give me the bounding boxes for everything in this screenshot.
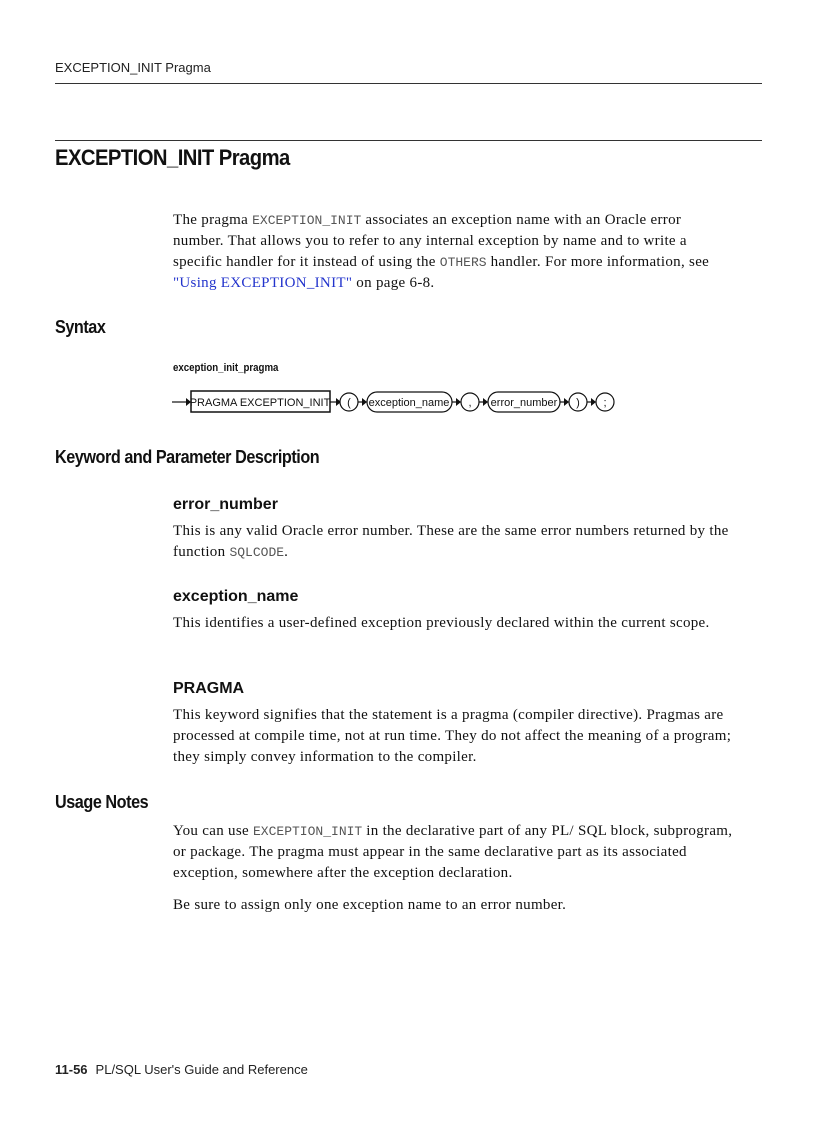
page-number: 11-56 xyxy=(55,1062,88,1077)
intro-text-1: The pragma xyxy=(173,212,253,228)
desc-exception-name: This identifies a user-defined exception previously declared within the current scope. xyxy=(173,615,710,631)
syntax-diagram-label: exception_init_pragma xyxy=(173,362,279,374)
intro-text-4: on page 6-8. xyxy=(352,275,435,291)
header-rule xyxy=(55,83,762,84)
syntax-diagram xyxy=(168,388,628,416)
usage-paragraph-1 xyxy=(173,821,733,884)
syntax-heading: Syntax xyxy=(55,317,106,337)
intro-paragraph xyxy=(173,210,733,294)
term-error-number: error_number xyxy=(173,496,278,513)
connector-arrow-icon xyxy=(591,398,596,406)
intro-text-3: handler. For more information, see xyxy=(486,254,710,270)
term-exception-name: exception_name xyxy=(173,588,299,605)
keyword-token: PRAGMA EXCEPTION_INIT xyxy=(189,397,331,409)
usage-text-2: in the declarative part of any PL/ SQL block, subprogram, or package. The pragma must appear in the same declarative part as its associated exception, somewhere after the exception declaration. xyxy=(173,823,733,881)
desc-pragma: This keyword signifies that the statement is a pragma (compiler directive). Pragmas are processed at compile time, not at run time. They do not affect the meaning of a program; they simply convey information to the compiler. xyxy=(173,707,732,765)
intro-code-exception-init: EXCEPTION_INIT xyxy=(252,213,362,228)
book-title: PL/SQL User's Guide and Reference xyxy=(95,1062,308,1077)
usage-code-exception-init: EXCEPTION_INIT xyxy=(253,824,363,839)
connector-arrow-icon xyxy=(456,398,461,406)
desc-error-number-text-2: . xyxy=(284,544,289,560)
keywords-heading: Keyword and Parameter Description xyxy=(55,447,320,467)
page-title: EXCEPTION_INIT Pragma xyxy=(55,145,290,170)
desc-error-number-text-1: This is any valid Oracle error number. These are the same error numbers returned by the function xyxy=(173,523,729,560)
title-rule xyxy=(55,140,762,141)
running-head: EXCEPTION_INIT Pragma xyxy=(55,60,211,75)
exception-name-token: exception_name xyxy=(368,397,450,409)
term-pragma: PRAGMA xyxy=(173,680,245,697)
intro-code-others: OTHERS xyxy=(439,255,487,270)
connector-arrow-icon xyxy=(483,398,488,406)
semicolon-token: ; xyxy=(603,397,607,409)
xref-using-exception-init-link[interactable]: "Using EXCEPTION_INIT" xyxy=(173,275,353,291)
page-footer xyxy=(55,1062,308,1077)
connector-arrow-icon xyxy=(564,398,569,406)
connector-arrow-icon xyxy=(362,398,367,406)
desc-error-number xyxy=(173,521,733,563)
comma-token: , xyxy=(468,397,472,409)
usage-text-1: You can use xyxy=(173,823,253,839)
rparen-token: ) xyxy=(576,397,580,409)
error-number-token: error_number xyxy=(490,397,558,409)
usage-notes-heading: Usage Notes xyxy=(55,792,149,812)
usage-paragraph-2: Be sure to assign only one exception name to an error number. xyxy=(173,897,567,913)
intro-text-2: associates an exception name with an Oracle error number. That allows you to refer to any internal exception by name and to write a specific handler for it instead of using the xyxy=(173,212,687,270)
desc-code-sqlcode: SQLCODE xyxy=(229,545,285,560)
lparen-token: ( xyxy=(347,397,351,409)
